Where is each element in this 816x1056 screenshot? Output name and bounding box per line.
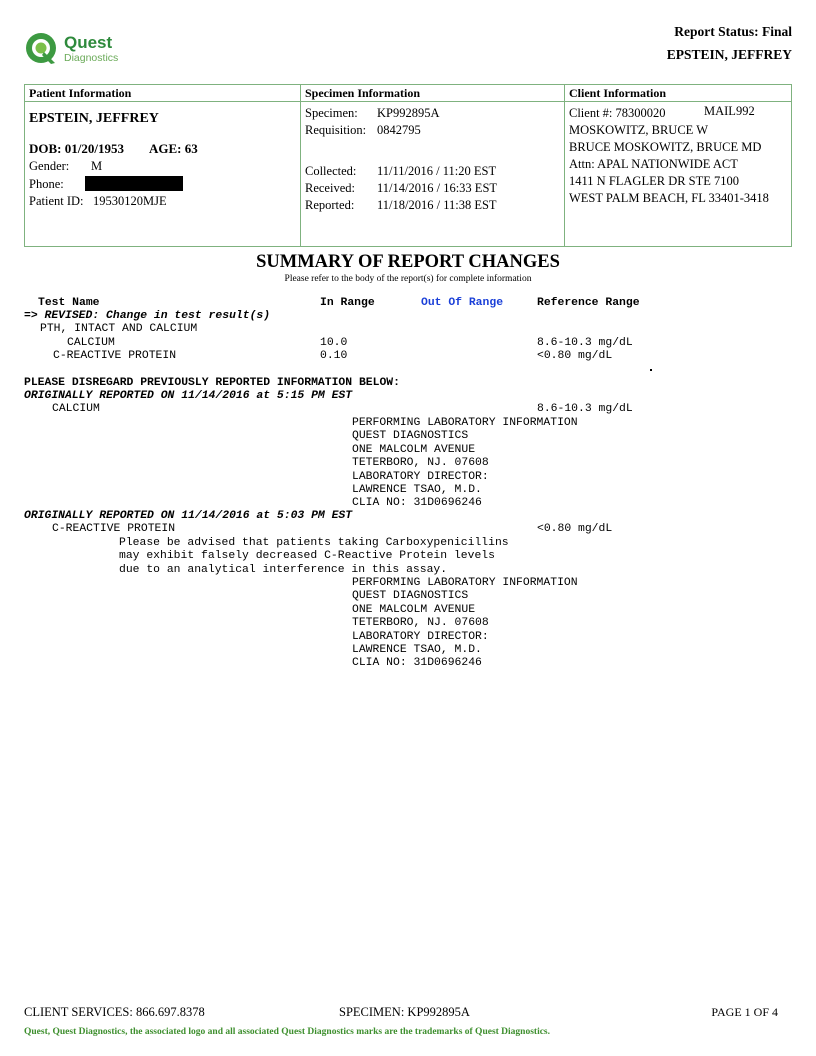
patient-id: 19530120MJE xyxy=(93,194,167,208)
original-heading-1: ORIGINALLY REPORTED ON 11/14/2016 at 5:15 PM EST xyxy=(24,390,353,402)
lab-info-line: PERFORMING LABORATORY INFORMATION xyxy=(352,417,578,429)
revised-test-value: 0.10 xyxy=(320,350,348,362)
col-reference-range: Reference Range xyxy=(537,297,640,309)
col-out-of-range: Out Of Range xyxy=(421,297,504,309)
patient-info-header: Patient Information xyxy=(25,85,300,102)
received-label: Received: xyxy=(305,181,355,195)
client-mail-code: MAIL992 xyxy=(704,104,755,118)
received-date: 11/14/2016 / 16:33 EST xyxy=(377,181,498,195)
client-line-1: MOSKOWITZ, BRUCE W xyxy=(569,123,709,137)
footer-trademark: Quest, Quest Diagnostics, the associated logo and all associated Quest Diagnostics marks are the trademarks of Quest Diagnostics. xyxy=(24,1027,551,1037)
logo-subtext: Diagnostics xyxy=(64,52,119,64)
original-test-1: CALCIUM xyxy=(52,403,100,415)
lab-info-line: CLIA NO: 31D0696246 xyxy=(352,497,482,509)
footer-specimen: SPECIMEN: KP992895A xyxy=(339,1005,470,1019)
summary-subtitle: Please refer to the body of the report(s) for complete information xyxy=(284,274,532,284)
client-line-3: Attn: APAL NATIONWIDE ACT xyxy=(569,157,738,171)
original-reference-2: <0.80 mg/dL xyxy=(537,523,613,535)
lab-info-line: TETERBORO, NJ. 07608 xyxy=(352,617,489,629)
specimen-info-header: Specimen Information xyxy=(301,85,564,102)
note-line: due to an analytical interference in this assay. xyxy=(119,564,448,576)
lab-info-line: LAWRENCE TSAO, M.D. xyxy=(352,484,482,496)
phone-label: Phone: xyxy=(29,177,64,191)
stray-dot xyxy=(650,369,652,371)
header-patient-name: EPSTEIN, JEFFREY xyxy=(666,47,792,62)
reported-date: 11/18/2016 / 11:38 EST xyxy=(377,198,497,212)
patient-age: AGE: 63 xyxy=(149,141,198,156)
lab-info-line: TETERBORO, NJ. 07608 xyxy=(352,457,489,469)
footer-client-services: CLIENT SERVICES: 866.697.8378 xyxy=(24,1005,205,1019)
original-test-2: C-REACTIVE PROTEIN xyxy=(52,523,176,535)
specimen-id: KP992895A xyxy=(377,106,440,120)
revised-test-name: C-REACTIVE PROTEIN xyxy=(53,350,177,362)
lab-info-line: ONE MALCOLM AVENUE xyxy=(352,444,476,456)
col-in-range: In Range xyxy=(320,297,375,309)
col-test-name: Test Name xyxy=(38,297,100,309)
patient-id-label: Patient ID: xyxy=(29,194,84,208)
patient-name: EPSTEIN, JEFFREY xyxy=(29,111,159,126)
patient-gender: M xyxy=(91,159,103,173)
lab-info-line: LABORATORY DIRECTOR: xyxy=(352,471,489,483)
note-line: may exhibit falsely decreased C-Reactive Protein levels xyxy=(119,550,495,562)
revised-test-value: 10.0 xyxy=(320,337,348,349)
lab-info-line: LABORATORY DIRECTOR: xyxy=(352,631,489,643)
client-info-header: Client Information xyxy=(565,85,791,102)
lab-info-line: CLIA NO: 31D0696246 xyxy=(352,657,482,669)
gender-label: Gender: xyxy=(29,159,70,173)
revised-test-reference: 8.6-10.3 mg/dL xyxy=(537,337,633,349)
quest-logo xyxy=(24,30,144,70)
client-number: Client #: 78300020 xyxy=(569,106,666,120)
lab-info-line: QUEST DIAGNOSTICS xyxy=(352,590,469,602)
specimen-label: Specimen: xyxy=(305,106,358,120)
lab-info-line: QUEST DIAGNOSTICS xyxy=(352,430,469,442)
lab-info-line: PERFORMING LABORATORY INFORMATION xyxy=(352,577,578,589)
collected-date: 11/11/2016 / 11:20 EST xyxy=(377,164,497,178)
disregard-heading: PLEASE DISREGARD PREVIOUSLY REPORTED INFORMATION BELOW: xyxy=(24,377,400,389)
logo-wordmark: Quest xyxy=(64,33,113,52)
original-reference-1: 8.6-10.3 mg/dL xyxy=(537,403,633,415)
footer-page-number: PAGE 1 OF 4 xyxy=(711,1005,778,1019)
phone-redacted xyxy=(85,176,183,191)
collected-label: Collected: xyxy=(305,164,357,178)
revised-heading: => REVISED: Change in test result(s) xyxy=(24,310,271,322)
revised-test-name: CALCIUM xyxy=(67,337,115,349)
lab-info-line: ONE MALCOLM AVENUE xyxy=(352,604,476,616)
client-line-2: BRUCE MOSKOWITZ, BRUCE MD xyxy=(569,140,762,154)
original-heading-2: ORIGINALLY REPORTED ON 11/14/2016 at 5:03 PM EST xyxy=(24,510,353,522)
summary-title: SUMMARY OF REPORT CHANGES xyxy=(256,252,560,272)
report-status: Report Status: Final xyxy=(674,24,792,39)
lab-info-line: LAWRENCE TSAO, M.D. xyxy=(352,644,482,656)
revised-test-reference: <0.80 mg/dL xyxy=(537,350,613,362)
revised-panel: PTH, INTACT AND CALCIUM xyxy=(40,323,198,335)
reported-label: Reported: xyxy=(305,198,355,212)
client-line-4: 1411 N FLAGLER DR STE 7100 xyxy=(569,174,740,188)
note-line: Please be advised that patients taking Carboxypenicillins xyxy=(119,537,509,549)
client-line-5: WEST PALM BEACH, FL 33401-3418 xyxy=(569,191,769,205)
info-table xyxy=(24,84,792,247)
patient-dob: DOB: 01/20/1953 xyxy=(29,141,124,156)
requisition-label: Requisition: xyxy=(305,123,367,137)
requisition-id: 0842795 xyxy=(377,123,421,137)
quest-logo-icon xyxy=(24,30,60,66)
